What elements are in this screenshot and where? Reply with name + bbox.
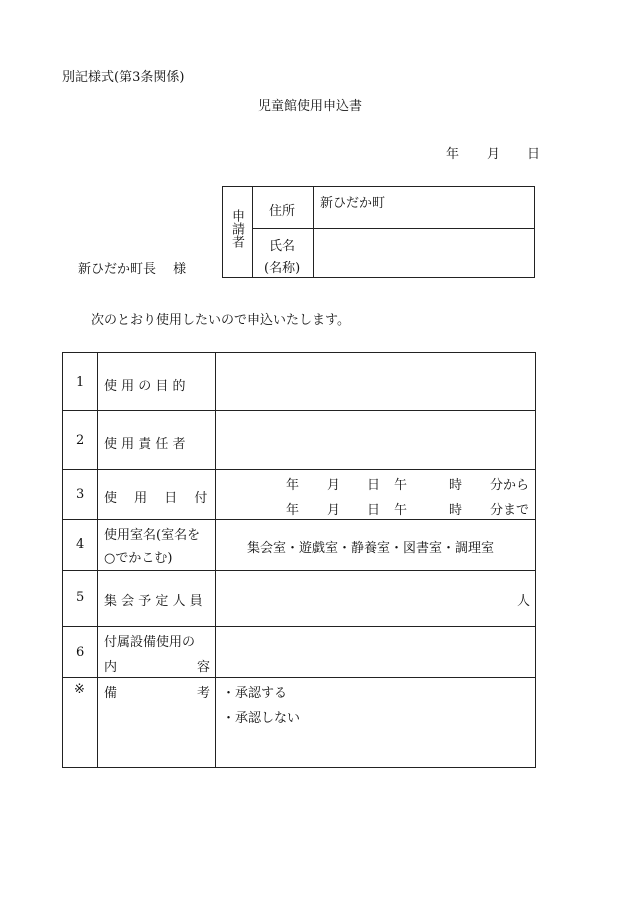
- usage-date-label: 使 用 日 付: [104, 491, 208, 506]
- applicant-divider-2: [313, 186, 314, 278]
- approve-option[interactable]: ・承認する: [222, 686, 288, 701]
- date-year: 年: [446, 147, 460, 162]
- row-number: 2: [76, 433, 85, 448]
- to-minute: 分まで: [490, 503, 530, 518]
- row-divider: [62, 677, 536, 678]
- from-minute: 分から: [490, 478, 530, 493]
- col-divider-1: [97, 352, 98, 768]
- to-month: 月: [327, 503, 341, 518]
- col-divider-2: [215, 352, 216, 768]
- remarks-label-a: 備: [104, 686, 118, 701]
- date-month: 月: [487, 147, 501, 162]
- attendance-label: 集 会 予 定 人 員: [104, 594, 203, 609]
- date-day: 日: [527, 147, 541, 162]
- from-year: 年: [286, 478, 300, 493]
- row-divider: [62, 469, 536, 470]
- applicant-divider-1: [252, 186, 253, 278]
- row-divider: [62, 570, 536, 571]
- address-field[interactable]: 新ひだか町: [320, 196, 386, 211]
- from-ampm: 午: [394, 478, 408, 493]
- address-label: 住所: [269, 204, 296, 219]
- reject-option[interactable]: ・承認しない: [222, 711, 301, 726]
- room-options[interactable]: 集会室・遊戯室・静養室・図書室・調理室: [247, 541, 495, 556]
- purpose-label: 使 用 の 目 的: [104, 379, 186, 394]
- room-label-sub: ○でかこむ): [104, 551, 173, 566]
- equipment-label: 付属設備使用の: [104, 635, 196, 650]
- row-number: ※: [74, 682, 85, 697]
- from-day: 日: [367, 478, 381, 493]
- applicant-side-label: 申請者: [229, 209, 244, 248]
- equipment-label-b: 容: [197, 660, 211, 675]
- room-label: 使用室名(室名を: [104, 528, 201, 543]
- from-month: 月: [327, 478, 341, 493]
- to-ampm: 午: [394, 503, 408, 518]
- name-field[interactable]: [316, 232, 531, 274]
- row-number: 4: [76, 537, 85, 552]
- intro-text: 次のとおり使用したいので申込いたします。: [91, 313, 350, 328]
- row-number: 6: [76, 645, 85, 660]
- to-year: 年: [286, 503, 300, 518]
- remarks-label-b: 考: [197, 686, 211, 701]
- to-day: 日: [367, 503, 381, 518]
- form-label: 別記様式(第3条関係): [62, 70, 185, 85]
- equipment-label-a: 内: [104, 660, 118, 675]
- applicant-divider-h: [252, 228, 535, 229]
- addressee: 新ひだか町長 様: [78, 262, 187, 277]
- row-number: 5: [76, 590, 85, 605]
- row-divider: [62, 410, 536, 411]
- name-label-sub: (名称): [264, 261, 301, 276]
- page-title: 児童館使用申込書: [258, 99, 363, 114]
- attendance-unit: 人: [517, 594, 531, 609]
- row-divider: [62, 626, 536, 627]
- to-hour: 時: [449, 503, 463, 518]
- responsible-person-label: 使 用 責 任 者: [104, 437, 186, 452]
- from-hour: 時: [449, 478, 463, 493]
- row-number: 1: [76, 375, 85, 390]
- row-divider: [62, 519, 536, 520]
- row-number: 3: [76, 487, 85, 502]
- name-label: 氏名: [269, 239, 296, 254]
